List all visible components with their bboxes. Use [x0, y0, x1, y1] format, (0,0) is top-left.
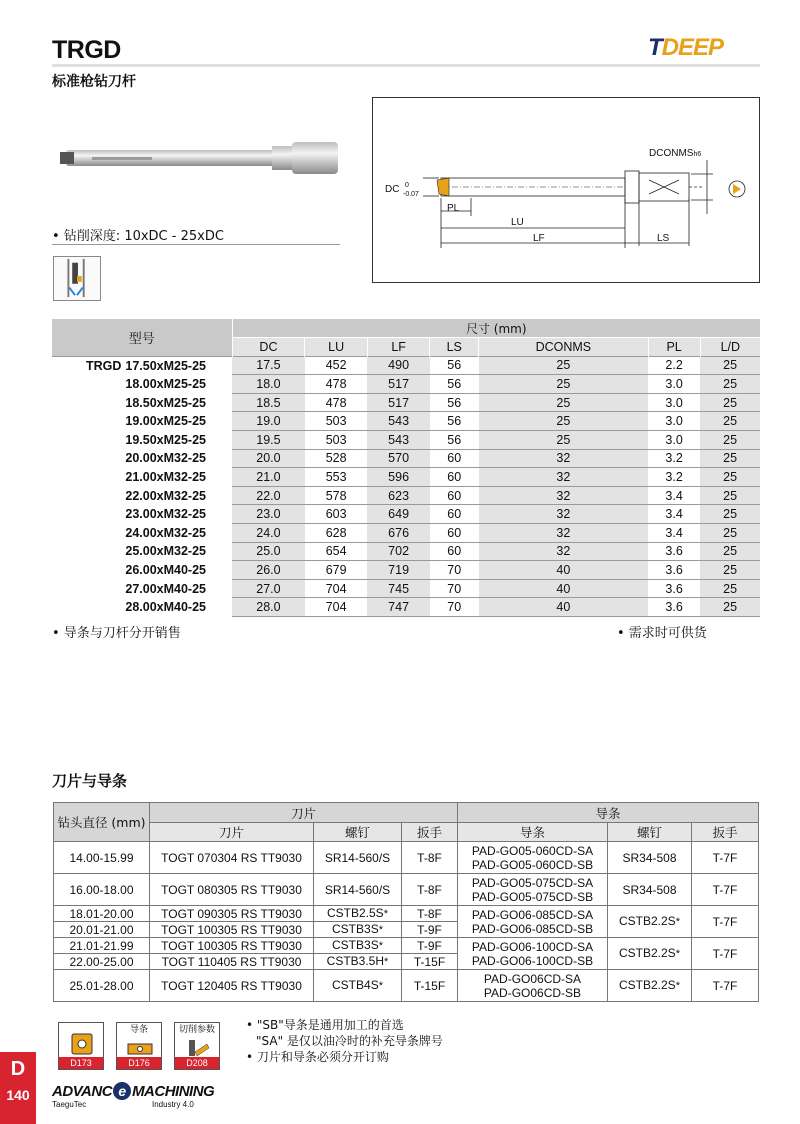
wrench-cell: T-15F — [402, 954, 458, 970]
logo-word-deep: DEEP — [661, 34, 724, 61]
table-row — [52, 598, 760, 617]
spec-table — [52, 319, 760, 617]
lf-cell: 719 — [367, 561, 429, 580]
chapter-letter: D — [10, 1058, 26, 1080]
dc-cell: 18.0 — [232, 375, 305, 394]
col-lu: LU — [305, 338, 367, 357]
screw-cell — [314, 954, 402, 970]
pl-cell: 3.4 — [648, 524, 700, 543]
dconms-cell: 32 — [479, 505, 648, 524]
col-ld: L/D — [700, 338, 760, 357]
ld-cell: 25 — [700, 356, 760, 375]
ls-cell: 70 — [430, 598, 479, 617]
inserts-section-title: 刀片与导条 — [52, 772, 128, 790]
dc-cell: 26.0 — [232, 561, 305, 580]
col-dc: DC — [232, 338, 305, 357]
model-cell — [52, 431, 232, 450]
table-row — [52, 375, 760, 394]
screw-text: CSTB4S — [332, 978, 379, 992]
advance-machining-logo — [52, 1082, 214, 1100]
dc-cell: 19.5 — [232, 431, 305, 450]
lu-cell: 654 — [305, 542, 367, 561]
ls-cell: 60 — [430, 524, 479, 543]
model-code: 24.00xM32-25 — [125, 525, 206, 540]
lu-cell: 704 — [305, 579, 367, 598]
note-on-request: • 需求时可供货 — [617, 626, 707, 641]
screw-text: CSTB2.5S — [327, 906, 384, 920]
col-pl: PL — [648, 338, 700, 357]
ld-cell: 25 — [700, 468, 760, 487]
model-code: 17.50xM25-25 — [125, 358, 206, 373]
pl-cell: 3.4 — [648, 486, 700, 505]
dimension-drawing — [373, 98, 761, 284]
star-mark: * — [384, 956, 389, 968]
insert-shape-icon — [67, 1029, 97, 1055]
pad-cell — [458, 970, 608, 1002]
star-mark: * — [378, 940, 383, 952]
diameter-cell: 20.01-21.00 — [54, 922, 150, 938]
pad-screw-cell: SR34-508 — [608, 842, 692, 874]
cutting-data-icon — [183, 1038, 213, 1058]
ref-page: D173 — [59, 1057, 103, 1069]
model-header: 型号 — [52, 319, 232, 356]
dc-cell: 28.0 — [232, 598, 305, 617]
dconms-cell: 25 — [479, 393, 648, 412]
diameter-cell: 25.01-28.00 — [54, 970, 150, 1002]
table-row — [52, 431, 760, 450]
insert-cell: TOGT 100305 RS TT9030 — [150, 938, 314, 954]
ld-cell: 25 — [700, 375, 760, 394]
diameter-cell: 21.01-21.99 — [54, 938, 150, 954]
model-code: 19.50xM25-25 — [125, 432, 206, 447]
ls-cell: 70 — [430, 561, 479, 580]
note-sold-separately: • 导条与刀杆分开销售 — [52, 626, 181, 641]
diameter-cell: 22.00-25.00 — [54, 954, 150, 970]
star-mark: * — [675, 980, 680, 992]
model-cell — [52, 561, 232, 580]
pad-screw-cell — [608, 906, 692, 938]
model-cell — [52, 505, 232, 524]
model-cell — [52, 486, 232, 505]
dconms-cell: 40 — [479, 579, 648, 598]
screw-text: CSTB3S — [332, 922, 379, 936]
pad-wrench-cell: T-7F — [692, 906, 759, 938]
legend-line-order: • 刀片和导条必须分开订购 — [246, 1050, 389, 1064]
col-pad-wrench: 扳手 — [692, 823, 759, 842]
model-cell — [52, 468, 232, 487]
pad-wrench-cell: T-7F — [692, 842, 759, 874]
dc-cell: 22.0 — [232, 486, 305, 505]
dconms-cell: 25 — [479, 356, 648, 375]
lf-cell: 745 — [367, 579, 429, 598]
tool-dimension-diagram — [372, 97, 760, 283]
pl-cell: 2.2 — [648, 356, 700, 375]
table-row — [52, 579, 760, 598]
legend-notes — [246, 1017, 443, 1065]
lu-cell: 528 — [305, 449, 367, 468]
star-mark: * — [378, 924, 383, 936]
lf-cell: 623 — [367, 486, 429, 505]
ld-cell: 25 — [700, 393, 760, 412]
lu-cell: 553 — [305, 468, 367, 487]
dc-tolerance-lower: -0.07 — [403, 191, 419, 198]
model-code: 25.00xM32-25 — [125, 544, 206, 559]
col-drill-diameter: 钻头直径 (mm) — [54, 803, 150, 842]
pad-sb: PAD-GO06-100CD-SB — [471, 953, 594, 968]
dconms-cell: 40 — [479, 598, 648, 617]
screw-cell — [314, 922, 402, 938]
pl-label: PL — [447, 203, 460, 214]
pad-sa: PAD-GO06-100CD-SA — [471, 939, 594, 954]
pad-screw-text: CSTB2.2S — [619, 946, 676, 960]
pad-cell — [458, 938, 608, 970]
diameter-cell: 14.00-15.99 — [54, 842, 150, 874]
pad-sa: PAD-GO05-075CD-SA — [471, 875, 594, 890]
lu-cell: 503 — [305, 412, 367, 431]
dconms-cell: 40 — [479, 561, 648, 580]
page-number: 140 — [6, 1087, 30, 1103]
pl-cell: 3.0 — [648, 412, 700, 431]
ref-caption: 切削参数 — [178, 1025, 215, 1035]
legend-line-sa: "SA" 是仅以油冷时的补充导条牌号 — [256, 1034, 443, 1048]
ref-caption: 导条 — [129, 1025, 148, 1035]
table-row — [52, 486, 760, 505]
pad-screw-cell: SR34-508 — [608, 874, 692, 906]
wrench-cell: T-8F — [402, 906, 458, 922]
lf-cell: 543 — [367, 431, 429, 450]
ls-cell: 56 — [430, 431, 479, 450]
dc-cell: 17.5 — [232, 356, 305, 375]
pl-cell: 3.0 — [648, 393, 700, 412]
star-mark: * — [378, 980, 383, 992]
lf-cell: 596 — [367, 468, 429, 487]
model-code: 26.00xM40-25 — [125, 563, 206, 578]
chapter-tab — [0, 1052, 36, 1124]
pad-sb: PAD-GO05-060CD-SB — [471, 857, 594, 872]
model-cell — [52, 524, 232, 543]
table-row — [52, 505, 760, 524]
pad-sa: PAD-GO06-085CD-SA — [471, 907, 594, 922]
lf-cell: 702 — [367, 542, 429, 561]
group-pad: 导条 — [458, 803, 759, 823]
lu-cell: 478 — [305, 393, 367, 412]
dimensions-header: 尺寸 (mm) — [232, 319, 760, 338]
dc-cell: 21.0 — [232, 468, 305, 487]
pad-screw-cell — [608, 970, 692, 1002]
dc-tolerance-upper: 0 — [405, 182, 409, 189]
pl-cell: 3.2 — [648, 468, 700, 487]
model-cell — [52, 598, 232, 617]
logo-letter-t: T — [648, 34, 662, 61]
diameter-cell: 18.01-20.00 — [54, 906, 150, 922]
ld-cell: 25 — [700, 561, 760, 580]
screw-cell — [314, 970, 402, 1002]
model-prefix: TRGD — [85, 358, 122, 373]
table-row — [54, 842, 759, 874]
model-cell — [52, 412, 232, 431]
ls-cell: 60 — [430, 486, 479, 505]
lu-cell: 452 — [305, 356, 367, 375]
table-row — [54, 906, 759, 922]
model-code: 18.50xM25-25 — [125, 395, 206, 410]
pad-wrench-cell: T-7F — [692, 970, 759, 1002]
insert-cell: TOGT 070304 RS TT9030 — [150, 842, 314, 874]
cutting-data-ref-icon[interactable] — [174, 1022, 220, 1070]
model-cell — [52, 375, 232, 394]
dc-cell: 27.0 — [232, 579, 305, 598]
screw-text: CSTB3S — [332, 938, 379, 952]
dconms-cell: 25 — [479, 375, 648, 394]
deep-hole-drilling-icon — [53, 256, 101, 301]
star-mark: * — [675, 916, 680, 928]
screw-cell — [314, 906, 402, 922]
table-row — [52, 561, 760, 580]
table-row — [54, 970, 759, 1002]
pl-cell: 3.4 — [648, 505, 700, 524]
lf-cell: 543 — [367, 412, 429, 431]
screw-text: CSTB3.5H — [326, 954, 385, 968]
pad-cell — [458, 906, 608, 938]
diameter-cell: 16.00-18.00 — [54, 874, 150, 906]
ls-cell: 60 — [430, 449, 479, 468]
table-row — [54, 938, 759, 954]
table-row — [54, 874, 759, 906]
col-ls: LS — [430, 338, 479, 357]
drill-holder-photo — [52, 130, 342, 190]
ld-cell: 25 — [700, 486, 760, 505]
group-insert: 刀片 — [150, 803, 458, 823]
pad-screw-cell — [608, 938, 692, 970]
spec-table-body — [52, 356, 760, 616]
model-code: 28.00xM40-25 — [125, 600, 206, 615]
insert-cell: TOGT 110405 RS TT9030 — [150, 954, 314, 970]
col-pad: 导条 — [458, 823, 608, 842]
inserts-table — [53, 802, 759, 1002]
insert-ref-icon[interactable] — [58, 1022, 104, 1070]
wrench-cell: T-9F — [402, 938, 458, 954]
dconms-text: DCONMS — [649, 148, 694, 159]
screw-cell — [314, 938, 402, 954]
insert-cell: TOGT 120405 RS TT9030 — [150, 970, 314, 1002]
pl-cell: 3.2 — [648, 449, 700, 468]
dconms-cell: 32 — [479, 449, 648, 468]
col-dconms: DCONMS — [479, 338, 648, 357]
pad-sa: PAD-GO05-060CD-SA — [471, 843, 594, 858]
table-row — [52, 393, 760, 412]
lu-cell: 603 — [305, 505, 367, 524]
model-cell — [52, 449, 232, 468]
pl-cell: 3.6 — [648, 598, 700, 617]
ld-cell: 25 — [700, 505, 760, 524]
pl-cell: 3.6 — [648, 561, 700, 580]
footer-taegutec: TaeguTec — [52, 1100, 87, 1109]
table-row — [52, 412, 760, 431]
pl-cell: 3.0 — [648, 431, 700, 450]
page-subtitle: 标准枪钻刀杆 — [52, 74, 136, 90]
ls-cell: 60 — [430, 505, 479, 524]
table-row — [52, 468, 760, 487]
col-insert-wrench: 扳手 — [402, 823, 458, 842]
lf-cell: 747 — [367, 598, 429, 617]
col-insert-screw: 螺钉 — [314, 823, 402, 842]
lu-cell: 578 — [305, 486, 367, 505]
dconms-cell: 32 — [479, 542, 648, 561]
lu-cell: 503 — [305, 431, 367, 450]
model-code: 23.00xM32-25 — [125, 507, 206, 522]
dconms-cell: 25 — [479, 412, 648, 431]
star-mark: * — [675, 948, 680, 960]
model-cell — [52, 579, 232, 598]
drilling-depth-note: • 钻削深度: 10xDC - 25xDC — [52, 229, 224, 244]
dconms-cell: 32 — [479, 524, 648, 543]
dc-cell: 25.0 — [232, 542, 305, 561]
page-title: TRGD — [52, 36, 121, 64]
lf-cell: 490 — [367, 356, 429, 375]
lf-cell: 676 — [367, 524, 429, 543]
ref-page: D208 — [175, 1057, 219, 1069]
footer-industry: Industry 4.0 — [152, 1100, 194, 1109]
logo-part-advanc: ADVANC — [52, 1083, 113, 1100]
ld-cell: 25 — [700, 598, 760, 617]
logo-part-machining: MACHINING — [132, 1083, 215, 1100]
dconms-cell: 32 — [479, 486, 648, 505]
lf-cell: 517 — [367, 393, 429, 412]
pad-wrench-cell: T-7F — [692, 874, 759, 906]
ld-cell: 25 — [700, 449, 760, 468]
pad-sb: PAD-GO06-085CD-SB — [471, 921, 594, 936]
pad-ref-icon[interactable] — [116, 1022, 162, 1070]
lf-cell: 517 — [367, 375, 429, 394]
col-insert: 刀片 — [150, 823, 314, 842]
lu-cell: 478 — [305, 375, 367, 394]
wrench-cell: T-8F — [402, 874, 458, 906]
dc-cell: 18.5 — [232, 393, 305, 412]
wrench-cell: T-15F — [402, 970, 458, 1002]
lf-label: LF — [533, 233, 545, 244]
lu-label: LU — [511, 217, 524, 228]
ld-cell: 25 — [700, 542, 760, 561]
dconms-label — [649, 148, 701, 159]
screw-cell: SR14-560/S — [314, 842, 402, 874]
ls-cell: 56 — [430, 356, 479, 375]
depth-rule — [52, 244, 340, 245]
ls-cell: 56 — [430, 393, 479, 412]
dconms-cell: 25 — [479, 431, 648, 450]
star-mark: * — [383, 908, 388, 920]
pl-cell: 3.0 — [648, 375, 700, 394]
table-row — [52, 542, 760, 561]
lu-cell: 628 — [305, 524, 367, 543]
insert-cell: TOGT 090305 RS TT9030 — [150, 906, 314, 922]
pad-sb: PAD-GO05-075CD-SB — [471, 889, 594, 904]
model-code: 20.00xM32-25 — [125, 451, 206, 466]
model-code: 18.00xM25-25 — [125, 377, 206, 392]
dc-cell: 24.0 — [232, 524, 305, 543]
pad-screw-text: CSTB2.2S — [619, 978, 676, 992]
model-code: 27.00xM40-25 — [125, 581, 206, 596]
model-code: 19.00xM25-25 — [125, 414, 206, 429]
ls-cell: 60 — [430, 542, 479, 561]
dc-cell: 20.0 — [232, 449, 305, 468]
dconms-subscript: h6 — [693, 151, 702, 158]
table-row — [52, 524, 760, 543]
ls-cell: 70 — [430, 579, 479, 598]
pad-screw-text: CSTB2.2S — [619, 914, 676, 928]
ld-cell: 25 — [700, 579, 760, 598]
pl-cell: 3.6 — [648, 542, 700, 561]
ls-label: LS — [657, 233, 670, 244]
ld-cell: 25 — [700, 524, 760, 543]
ld-cell: 25 — [700, 431, 760, 450]
pad-shape-icon — [125, 1038, 155, 1058]
model-cell — [52, 393, 232, 412]
col-pad-screw: 螺钉 — [608, 823, 692, 842]
col-lf: LF — [367, 338, 429, 357]
pad-sa: PAD-GO06CD-SA — [483, 971, 582, 986]
ls-cell: 56 — [430, 412, 479, 431]
lu-cell: 704 — [305, 598, 367, 617]
model-cell — [52, 542, 232, 561]
wrench-cell: T-8F — [402, 842, 458, 874]
ls-cell: 56 — [430, 375, 479, 394]
model-code: 22.00xM32-25 — [125, 488, 206, 503]
pad-cell — [458, 874, 608, 906]
dc-cell: 23.0 — [232, 505, 305, 524]
pad-wrench-cell: T-7F — [692, 938, 759, 970]
table-row — [52, 356, 760, 375]
ls-cell: 60 — [430, 468, 479, 487]
ld-cell: 25 — [700, 412, 760, 431]
legend-line-sb: • "SB"导条是通用加工的首选 — [246, 1018, 404, 1032]
logo-part-e: e — [113, 1082, 131, 1100]
tdeep-logo — [648, 34, 723, 62]
pad-cell — [458, 842, 608, 874]
lu-cell: 679 — [305, 561, 367, 580]
lf-cell: 649 — [367, 505, 429, 524]
title-rule — [52, 64, 760, 67]
insert-cell: TOGT 080305 RS TT9030 — [150, 874, 314, 906]
insert-cell: TOGT 100305 RS TT9030 — [150, 922, 314, 938]
model-code: 21.00xM32-25 — [125, 470, 206, 485]
wrench-cell: T-9F — [402, 922, 458, 938]
table-row — [52, 449, 760, 468]
model-cell — [52, 356, 232, 375]
ref-page: D176 — [117, 1057, 161, 1069]
dc-label: DC — [385, 184, 400, 195]
screw-cell: SR14-560/S — [314, 874, 402, 906]
dc-cell: 19.0 — [232, 412, 305, 431]
pl-cell: 3.6 — [648, 579, 700, 598]
dconms-cell: 32 — [479, 468, 648, 487]
pad-sb: PAD-GO06CD-SB — [483, 985, 582, 1000]
lf-cell: 570 — [367, 449, 429, 468]
